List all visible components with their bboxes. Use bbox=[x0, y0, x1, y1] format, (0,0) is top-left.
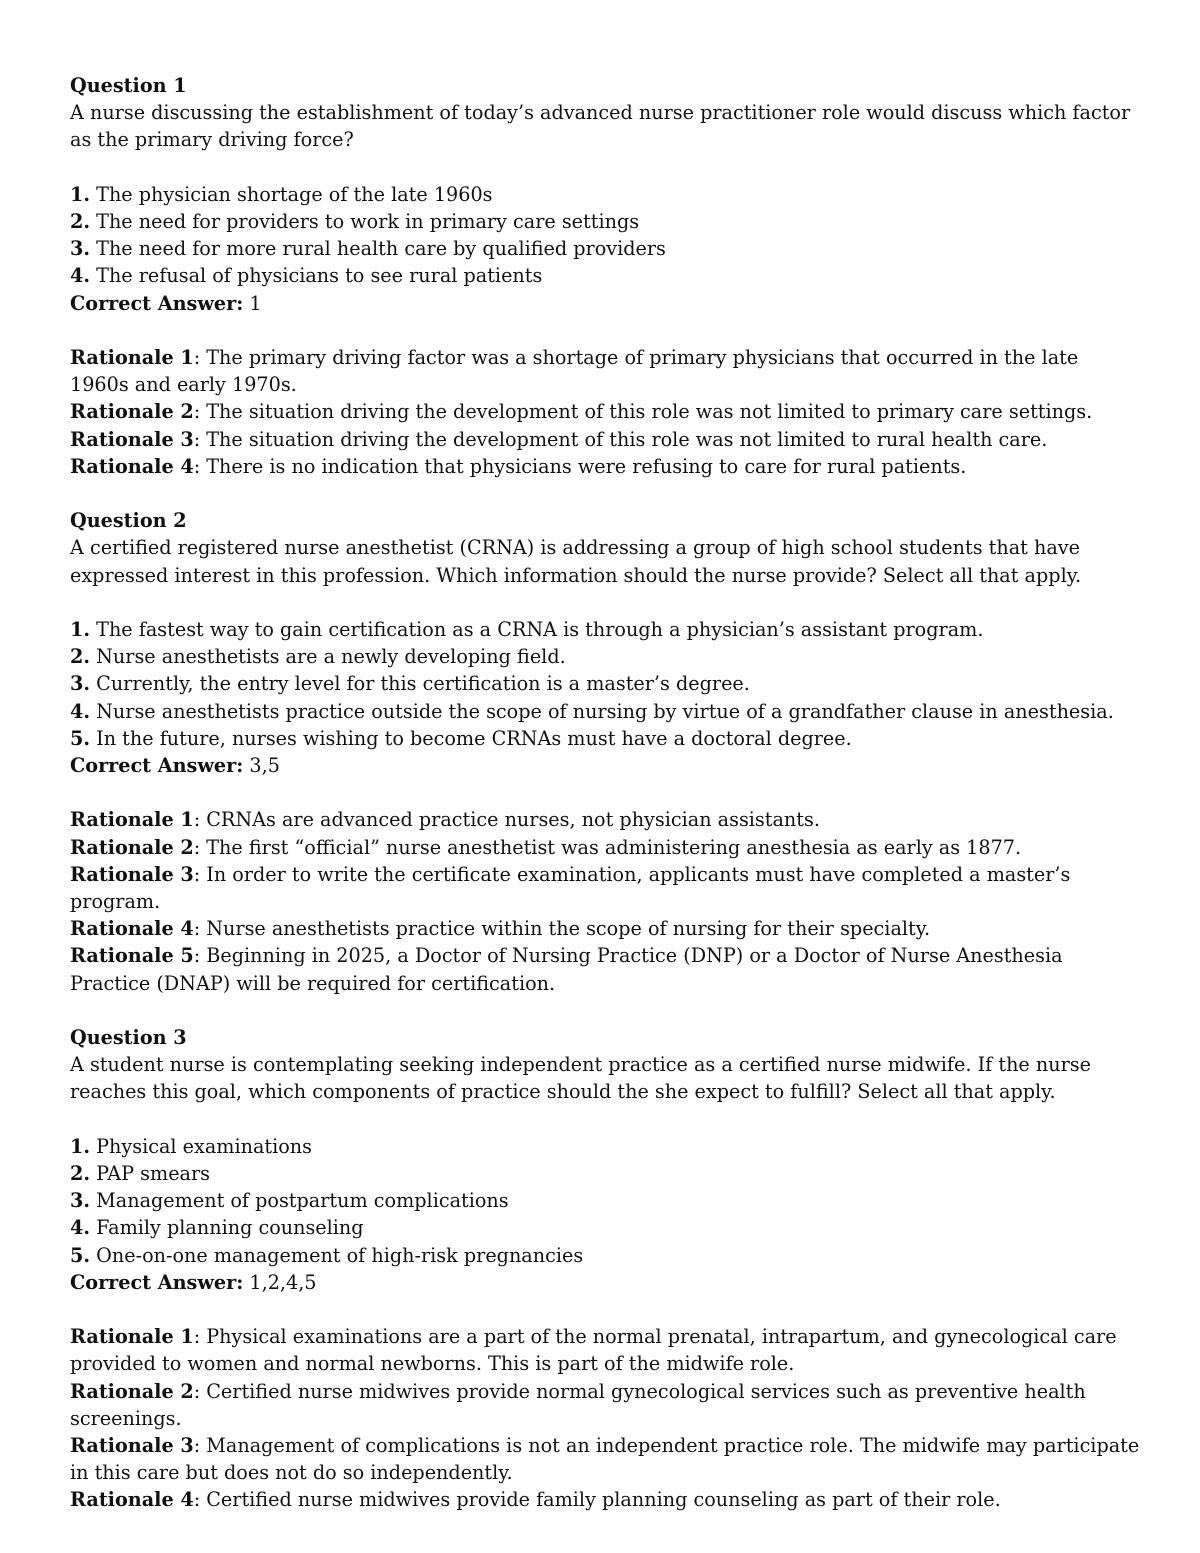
option-text: The need for more rural health care by qualified providers bbox=[96, 237, 666, 261]
rationale-text: : Management of complications is not an independent practice role. The midwife may participate in this care but does not do so independently. bbox=[70, 1434, 1146, 1485]
option-text: Nurse anesthetists are a newly developing field. bbox=[96, 645, 566, 669]
correct-answer-label: Correct Answer: bbox=[70, 291, 244, 315]
spacer bbox=[70, 317, 1140, 344]
option-text: The fastest way to gain certification as a CRNA is through a physician’s assistant program. bbox=[96, 618, 984, 641]
spacer bbox=[70, 997, 1140, 1024]
correct-answer-label: Correct Answer: bbox=[70, 754, 244, 778]
option-number: 2. bbox=[70, 1162, 91, 1186]
option-text: The need for providers to work in primary care settings bbox=[96, 210, 640, 233]
answer-option bbox=[70, 616, 1140, 643]
question-title: Question 3 bbox=[70, 1026, 187, 1050]
rationale-label: Rationale 3 bbox=[70, 862, 194, 886]
question-title: Question 2 bbox=[70, 509, 187, 533]
answer-option bbox=[70, 1214, 1140, 1241]
answer-option bbox=[70, 725, 1140, 752]
question-block bbox=[70, 507, 1140, 1024]
correct-answer bbox=[70, 290, 1140, 317]
correct-answer-value: 1 bbox=[249, 291, 262, 315]
option-text: Currently, the entry level for this certification is a master’s degree. bbox=[96, 672, 750, 696]
answer-option bbox=[70, 670, 1140, 697]
spacer bbox=[70, 154, 1140, 181]
rationale bbox=[70, 861, 1140, 915]
rationale-text: : There is no indication that physicians were refusing to care for rural patients. bbox=[193, 454, 967, 478]
answer-option bbox=[70, 208, 1140, 235]
rationale-label: Rationale 2 bbox=[70, 400, 194, 424]
option-number: 2. bbox=[70, 210, 91, 233]
rationale-text: : The situation driving the development of this role was not limited to rural health care. bbox=[193, 427, 1048, 451]
rationale-text: : In order to write the certificate examination, applicants must have completed a master’s program. bbox=[70, 862, 1077, 914]
rationale bbox=[70, 1486, 1140, 1513]
option-text: The physician shortage of the late 1960s bbox=[96, 182, 493, 206]
rationale-text: : CRNAs are advanced practice nurses, not physician assistants. bbox=[193, 808, 820, 832]
option-number: 4. bbox=[70, 264, 91, 288]
rationale bbox=[70, 1378, 1140, 1432]
option-number: 1. bbox=[70, 1134, 91, 1158]
document-page bbox=[70, 72, 1146, 1514]
rationale-label: Rationale 1 bbox=[70, 346, 194, 369]
answer-option bbox=[70, 1160, 1140, 1187]
option-text: Family planning counseling bbox=[96, 1216, 364, 1240]
rationale-label: Rationale 3 bbox=[70, 427, 194, 451]
correct-answer bbox=[70, 752, 1140, 779]
spacer bbox=[70, 589, 1140, 616]
option-text: The refusal of physicians to see rural patients bbox=[96, 264, 543, 288]
spacer bbox=[70, 1106, 1140, 1133]
question-title: Question 1 bbox=[70, 74, 187, 97]
answer-option bbox=[70, 643, 1140, 670]
option-number: 1. bbox=[70, 182, 91, 206]
spacer bbox=[70, 480, 1140, 507]
option-number: 3. bbox=[70, 1189, 91, 1213]
rationale-text: : The first “official” nurse anesthetist was administering anesthesia as early as 1877. bbox=[193, 835, 1022, 859]
option-number: 4. bbox=[70, 699, 91, 723]
rationale-text: : Certified nurse midwives provide normal gynecological services such as preventive health screenings. bbox=[70, 1379, 1092, 1430]
rationale bbox=[70, 834, 1140, 861]
rationale-label: Rationale 2 bbox=[70, 1379, 194, 1403]
answer-option bbox=[70, 235, 1140, 262]
rationale bbox=[70, 426, 1140, 453]
option-text: Physical examinations bbox=[96, 1134, 312, 1158]
rationale-label: Rationale 2 bbox=[70, 835, 194, 859]
correct-answer-value: 3,5 bbox=[249, 754, 280, 778]
rationale bbox=[70, 344, 1140, 398]
rationale-text: : Physical examinations are a part of the normal prenatal, intrapartum, and gynecological care provided to women and normal newborns. This is part of the midwife role. bbox=[70, 1325, 1123, 1376]
option-text: Nurse anesthetists practice outside the scope of nursing by virtue of a grandfather clause in anesthesia. bbox=[96, 699, 1114, 723]
question-stem: A nurse discussing the establishment of today’s advanced nurse practitioner role would discuss which factor as the primary driving force? bbox=[70, 101, 1137, 152]
rationale bbox=[70, 942, 1140, 996]
rationale bbox=[70, 1323, 1140, 1377]
option-text: One-on-one management of high-risk pregnancies bbox=[96, 1243, 584, 1267]
spacer bbox=[70, 1296, 1140, 1323]
option-text: Management of postpartum complications bbox=[96, 1189, 509, 1213]
question-block bbox=[70, 1024, 1146, 1514]
rationale-text: : Beginning in 2025, a Doctor of Nursing Practice (DNP) or a Doctor of Nurse Anesthesia Practice (DNAP) will be required for certification. bbox=[70, 944, 1069, 995]
correct-answer-value: 1,2,4,5 bbox=[249, 1270, 317, 1294]
answer-option bbox=[70, 1133, 1140, 1160]
option-number: 3. bbox=[70, 672, 91, 696]
option-text: PAP smears bbox=[96, 1162, 211, 1186]
rationale bbox=[70, 806, 1140, 833]
option-number: 2. bbox=[70, 645, 91, 669]
option-number: 4. bbox=[70, 1216, 91, 1240]
rationale bbox=[70, 453, 1140, 480]
rationale-text: : Nurse anesthetists practice within the scope of nursing for their specialty. bbox=[193, 917, 931, 941]
rationale-label: Rationale 3 bbox=[70, 1434, 194, 1458]
rationale-label: Rationale 4 bbox=[70, 917, 194, 941]
rationale-text: : Certified nurse midwives provide family planning counseling as part of their role. bbox=[193, 1488, 1001, 1512]
rationale-label: Rationale 4 bbox=[70, 1488, 194, 1512]
rationale bbox=[70, 398, 1140, 425]
question-stem: A certified registered nurse anesthetist (CRNA) is addressing a group of high school students that have expressed interest in this profession. Which information should the nurse provide? Select all that apply. bbox=[70, 536, 1087, 587]
correct-answer-label: Correct Answer: bbox=[70, 1270, 244, 1294]
option-number: 5. bbox=[70, 726, 91, 750]
option-number: 1. bbox=[70, 618, 91, 641]
spacer bbox=[70, 779, 1140, 806]
rationale-text: : The situation driving the development of this role was not limited to primary care settings. bbox=[193, 400, 1093, 424]
rationale-text: : The primary driving factor was a shortage of primary physicians that occurred in the late 1960s and early 1970s. bbox=[70, 346, 1085, 397]
answer-option bbox=[70, 1187, 1140, 1214]
question-block bbox=[70, 72, 1140, 507]
option-number: 5. bbox=[70, 1243, 91, 1267]
option-number: 3. bbox=[70, 237, 91, 261]
answer-option bbox=[70, 1242, 1140, 1269]
answer-option bbox=[70, 181, 1140, 208]
rationale-label: Rationale 5 bbox=[70, 944, 194, 968]
rationale bbox=[70, 915, 1140, 942]
rationale bbox=[70, 1432, 1146, 1486]
rationale-label: Rationale 1 bbox=[70, 808, 194, 832]
rationale-label: Rationale 1 bbox=[70, 1325, 194, 1349]
answer-option bbox=[70, 262, 1140, 289]
question-stem: A student nurse is contemplating seeking independent practice as a certified nurse midwife. If the nurse reaches this goal, which components of practice should the she expect to fulfill? Select all that apply. bbox=[70, 1053, 1098, 1104]
correct-answer bbox=[70, 1269, 1140, 1296]
rationale-label: Rationale 4 bbox=[70, 454, 194, 478]
option-text: In the future, nurses wishing to become CRNAs must have a doctoral degree. bbox=[96, 726, 852, 750]
answer-option bbox=[70, 698, 1140, 725]
